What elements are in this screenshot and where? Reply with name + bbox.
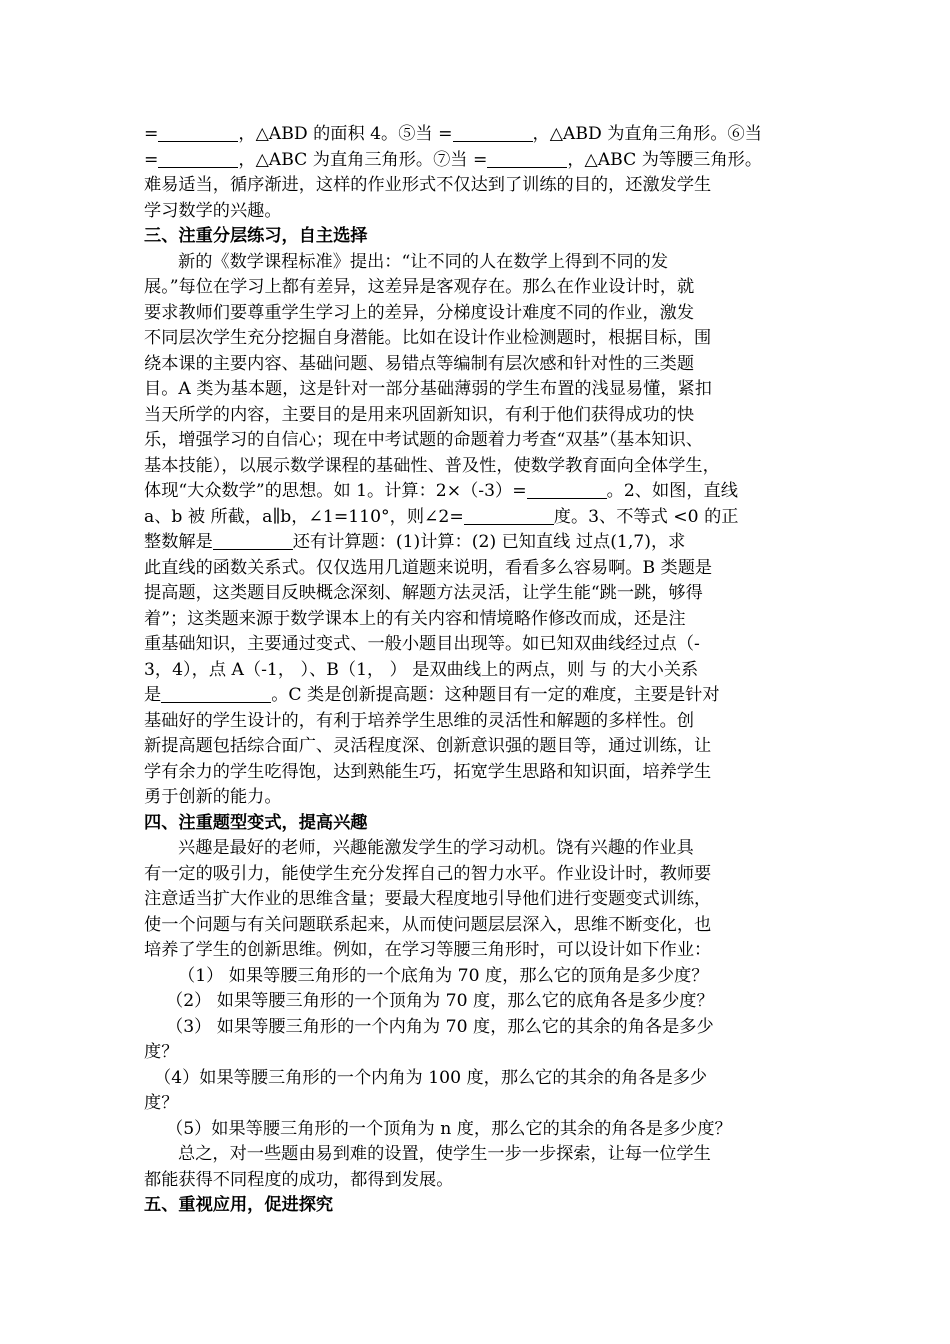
line-text: 使一个问题与有关问题联系起来，从而使问题层层深入，思维不断变化，也 — [144, 914, 712, 935]
line-text: ，△ABD 的面积 4。⑤当 = — [238, 124, 453, 144]
text-line — [144, 326, 816, 352]
text-line — [144, 122, 816, 148]
text-line — [144, 607, 816, 633]
text-line — [144, 199, 816, 225]
answer-blank — [464, 507, 554, 525]
line-text: 五、重视应用，促进探究 — [144, 1195, 334, 1215]
line-text: 乐，增强学习的自信心；现在中考试题的命题着力考查“双基”（基本知识、 — [144, 430, 703, 450]
text-line — [144, 1117, 816, 1143]
text-line — [144, 785, 816, 811]
line-text: （2） 如果等腰三角形的一个顶角为 70 度，那么它的底角各是多少度？ — [166, 991, 714, 1011]
text-line — [144, 530, 816, 556]
text-line — [144, 377, 816, 403]
text-line — [144, 887, 816, 913]
text-line — [144, 505, 816, 531]
text-line — [144, 989, 816, 1015]
text-line — [144, 836, 816, 862]
line-text: 三、注重分层练习，自主选择 — [144, 226, 368, 246]
text-line — [144, 913, 816, 939]
line-text: 重基础知识，主要通过变式、一般小题目出现等。如已知双曲线经过点（- — [144, 634, 700, 654]
text-line — [144, 1040, 816, 1066]
text-line — [144, 709, 816, 735]
line-text: 注意适当扩大作业的思维含量；要最大程度地引导他们进行变题变式训练， — [144, 889, 712, 909]
line-text: 不同层次学生充分挖掘自身潜能。比如在设计作业检测题时，根据目标，围 — [144, 328, 712, 348]
text-line — [144, 862, 816, 888]
text-line — [144, 148, 816, 174]
line-text: 。C 类是创新提高题：这种题目有一定的难度，主要是针对 — [271, 685, 720, 705]
line-text: 目。A 类为基本题，这是针对一部分基础薄弱的学生布置的浅显易懂，紧扣 — [144, 379, 712, 399]
text-line — [144, 352, 816, 378]
text-line — [144, 1168, 816, 1194]
line-text: 难易适当，循序渐进，这样的作业形式不仅达到了训练的目的，还激发学生 — [144, 175, 712, 195]
text-line — [144, 1015, 816, 1041]
line-text: 是 — [144, 685, 162, 705]
line-text: 学有余力的学生吃得饱，达到熟能生巧，拓宽学生思路和知识面，培养学生 — [144, 761, 712, 782]
text-line — [144, 1066, 816, 1092]
line-text: 总之，对一些题由易到难的设置，使学生一步一步探索，让每一位学生 — [178, 1144, 711, 1164]
line-text: 还有计算题：(1)计算：(2) 已知直线 过点(1,7)，求 — [292, 532, 686, 552]
text-line — [144, 760, 816, 786]
text-line — [144, 428, 816, 454]
line-text: 整数解是 — [144, 532, 213, 552]
line-text: 都能获得不同程度的成功，都得到发展。 — [144, 1169, 454, 1190]
answer-blank — [487, 150, 567, 168]
line-text: 勇于创新的能力。 — [144, 787, 282, 807]
document-page — [144, 122, 816, 1219]
line-text: ，△ABD 为直角三角形。⑥当 — [532, 124, 762, 144]
line-text: 度。3、不等式 <0 的正 — [553, 506, 739, 527]
line-text: = — [144, 124, 159, 144]
line-text: 体现“大众数学”的思想。如 1。计算：2×（-3）= — [144, 481, 527, 501]
text-line — [144, 964, 816, 990]
line-text: 度？ — [144, 1093, 179, 1113]
line-text: 基础好的学生设计的，有利于培养学生思维的灵活性和解题的多样性。创 — [144, 710, 695, 731]
answer-blank — [527, 481, 607, 499]
text-line — [144, 301, 816, 327]
line-text: （4）如果等腰三角形的一个内角为 100 度，那么它的其余的角各是多少 — [154, 1067, 708, 1088]
line-text: 要求教师们要尊重学生学习上的差异，分梯度设计难度不同的作业，激发 — [144, 302, 695, 323]
line-text: 新提高题包括综合面广、灵活程度深、创新意识强的题目等，通过训练，让 — [144, 736, 712, 756]
line-text: 着”；这类题来源于数学课本上的有关内容和情境略作修改而成，还是注 — [144, 608, 686, 629]
answer-blank — [158, 124, 238, 142]
line-text: 有一定的吸引力，能使学生充分发挥自己的智力水平。作业设计时，教师要 — [144, 863, 712, 884]
text-line — [144, 734, 816, 760]
text-line — [144, 581, 816, 607]
line-text: （5）如果等腰三角形的一个顶角为 n 度，那么它的其余的角各是多少度？ — [166, 1118, 732, 1139]
text-line — [144, 556, 816, 582]
line-text: 四、注重题型变式，提高兴趣 — [144, 812, 368, 833]
text-line — [144, 683, 816, 709]
line-text: 绕本课的主要内容、基础问题、易错点等编制有层次感和针对性的三类题 — [144, 353, 695, 374]
line-text: 学习数学的兴趣。 — [144, 200, 282, 221]
line-text: 展。”每位在学习上都有差异，这差异是客观存在。那么在作业设计时，就 — [144, 277, 695, 297]
line-text: 此直线的函数关系式。仅仅选用几道题来说明，看看多么容易啊。B 类题是 — [144, 557, 713, 578]
line-text: = — [144, 149, 159, 170]
answer-blank — [161, 685, 271, 703]
answer-blank — [213, 532, 293, 550]
line-text: 度？ — [144, 1042, 179, 1062]
text-line — [144, 1142, 816, 1168]
text-line — [144, 479, 816, 505]
text-line — [144, 658, 816, 684]
line-text: a、b 被 所截，a∥b，∠1=110°，则∠2= — [144, 506, 464, 527]
text-line — [144, 1091, 816, 1117]
answer-blank — [453, 124, 533, 142]
line-text: 新的《数学课程标准》提出：“让不同的人在数学上得到不同的发 — [178, 251, 669, 272]
section-heading — [144, 811, 816, 837]
line-text: 基本技能），以展示数学课程的基础性、普及性，使数学教育面向全体学生， — [144, 455, 720, 476]
line-text: 兴趣是最好的老师，兴趣能激发学生的学习动机。饶有兴趣的作业具 — [178, 838, 694, 858]
line-text: ，△ABC 为直角三角形。⑦当 = — [238, 149, 488, 170]
line-text: ，△ABC 为等腰三角形。 — [567, 149, 763, 170]
line-text: （1） 如果等腰三角形的一个底角为 70 度，那么它的顶角是多少度？ — [178, 965, 709, 986]
text-line — [144, 275, 816, 301]
answer-blank — [158, 150, 238, 168]
section-heading — [144, 1193, 816, 1219]
line-text: 提高题，这类题目反映概念深刻、解题方法灵活，让学生能“跳一跳，够得 — [144, 583, 703, 603]
text-line — [144, 938, 816, 964]
line-text: 3，4），点 A（-1， ）、B（1， ） 是双曲线上的两点，则 与 的大小关系 — [144, 659, 699, 680]
text-line — [144, 173, 816, 199]
text-line — [144, 632, 816, 658]
line-text: 。2、如图，直线 — [606, 481, 738, 501]
section-heading — [144, 224, 816, 250]
line-text: （3） 如果等腰三角形的一个内角为 70 度，那么它的其余的角各是多少 — [166, 1016, 714, 1037]
line-text: 当天所学的内容，主要目的是用来巩固新知识，有利于他们获得成功的快 — [144, 404, 695, 425]
text-line — [144, 454, 816, 480]
text-line — [144, 403, 816, 429]
line-text: 培养了学生的创新思维。例如，在学习等腰三角形时，可以设计如下作业： — [144, 940, 712, 960]
text-line — [144, 250, 816, 276]
